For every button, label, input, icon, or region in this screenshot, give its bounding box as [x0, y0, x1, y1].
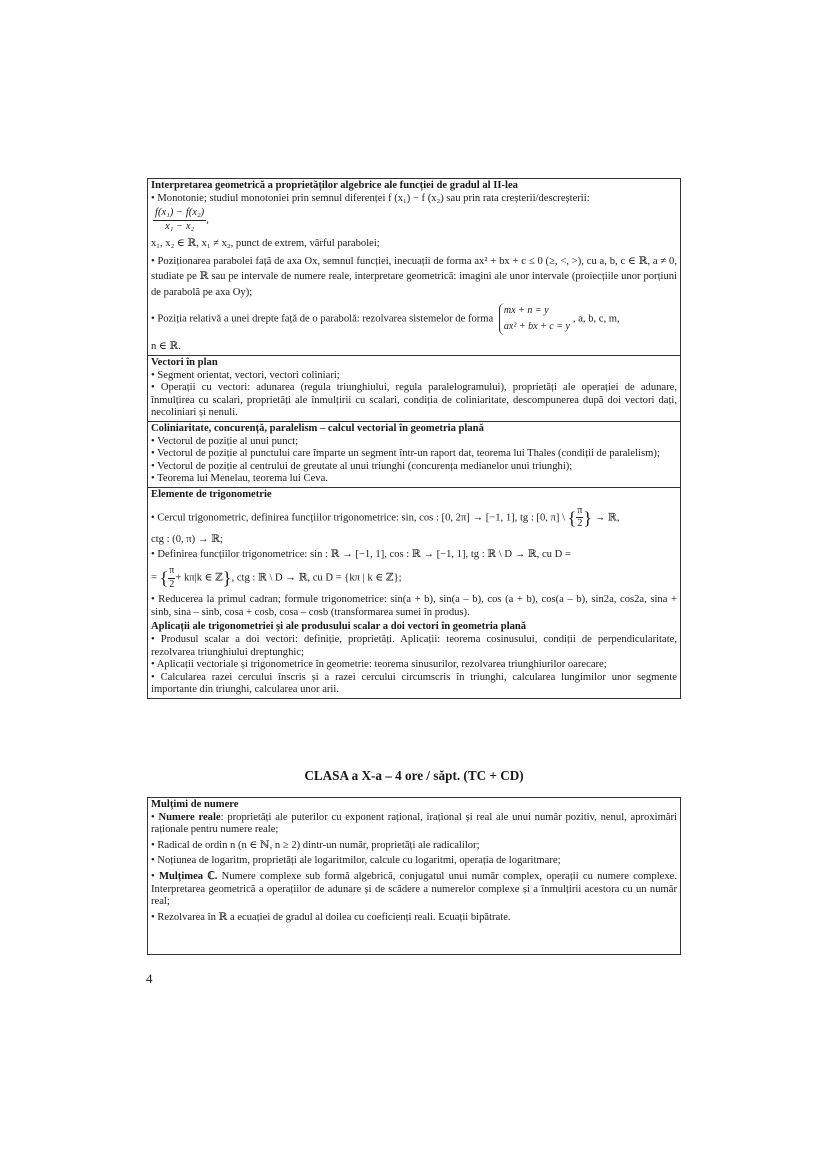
- list-item: • Poziționarea parabolei față de axa Ox, semnul funcției, inecuații de forma ax² + bx + c ≤ 0 (≥, <, >), cu a, b, c ∈ ℝ, a ≠ 0, studiate pe ℝ sau pe intervale de numere reale, interpretare geometrică: imagini ale unor intervale (proiecțiile unor porțiuni de parabolă pe axa Oy);: [151, 255, 677, 298]
- list-item-text: → ℝ,: [594, 512, 620, 524]
- list-item: [151, 855, 677, 868]
- section-number-sets: [148, 798, 680, 925]
- section-trig-applications: [148, 620, 680, 698]
- class-heading: CLASA a X-a – 4 ore / săpt. (TC + CD): [304, 768, 524, 783]
- section-vectors: [148, 355, 680, 421]
- section-quadratic-function: [148, 179, 680, 355]
- list-item: • Cercul trigonometric, definirea funcțiilor trigonometrice: sin, cos : [0, 2π] → [−1, 1], tg : [0, π] \ { $\frac{\pi}{2}$ } → ℝ,: [151, 504, 620, 530]
- list-item-text: Numere complexe sub formă algebrică, conjugatul unui număr complex, operații cu numere complexe. Interpretarea geometrică a operațiilor de adunare și de scădere a numerelor complexe și a înmulțirii acestora cu un număr real;: [151, 870, 677, 908]
- section-title: Coliniaritate, concurență, paralelism – calcul vectorial în geometria plană: [151, 423, 484, 435]
- list-item: • Calcularea razei cercului înscris și a razei cercului circumscris în triunghi, calcularea lungimilor unor segmente importante din triunghi, calcularea unor arii.: [151, 671, 677, 696]
- list-item: • Reducerea la primul cadran; formule trigonometrice: sin(a + b), sin(a – b), cos (a + b), cos(a – b), sin2a, cos2a, sina + sinb, sina – sinb, cosa + cosb, cosa – cosb (transformarea sumei în produs).: [151, 594, 677, 618]
- curriculum-table-grade-10: [147, 797, 681, 955]
- section-title: Elemente de trigonometrie: [151, 489, 272, 500]
- list-item: • Definirea funcțiilor trigonometrice: sin : ℝ → [−1, 1], cos : ℝ → [−1, 1], tg : ℝ \ D → ℝ, cu D =: [151, 549, 571, 561]
- bullet: •: [151, 855, 158, 867]
- equation: mx + n = y: [503, 305, 549, 317]
- pi-numerator: π: [576, 505, 583, 519]
- list-item: [151, 912, 677, 925]
- list-item: • Monotonie; studiul monotoniei prin semnul diferenței f (x₁) − f (x₂) sau prin rata creșterii/descreșterii:: [151, 192, 590, 204]
- list-item: = { $\frac{\pi}{2}$ + kπ|k ∈ ℤ}, ctg : ℝ \ D → ℝ, cu D = {kπ | k ∈ ℤ};: [151, 564, 402, 590]
- list-item: n ∈ ℝ.: [151, 341, 181, 353]
- list-item-text: Rezolvarea în ℝ a ecuației de gradul al doilea cu coeficienți reali. Ecuații bipătrate.: [157, 911, 511, 923]
- section-title: Mulțimi de numere: [151, 799, 239, 810]
- section-title: Aplicații ale trigonometriei și ale produsului scalar a doi vectori în geometria plană: [151, 621, 527, 633]
- bullet: •: [151, 911, 158, 923]
- list-item-text: : proprietăți ale puterilor cu exponent rațional, irațional și real ale unui număr pozitiv, nenul, aproximări raționale pentru numere reale;: [151, 811, 678, 836]
- list-item: [151, 871, 677, 909]
- list-item: • Teorema lui Menelau, teorema lui Ceva.: [151, 473, 328, 485]
- section-title: Vectori în plan: [151, 357, 218, 369]
- fraction-denominator: x₁ − x₂: [165, 220, 195, 232]
- fraction: [153, 207, 206, 233]
- rate-fraction: $\frac{\text{f(x₁) − f(x₂)}}{\text{x₁ − x₂}}$ ,: [155, 207, 209, 232]
- list-item-text: =: [151, 572, 160, 584]
- item-bold-label: Mulțimea ℂ.: [158, 870, 218, 882]
- item-bold-label: Numere reale: [158, 811, 221, 823]
- list-item: • Vectorul de poziție al unui punct;: [151, 435, 299, 447]
- section-collinearity: [148, 421, 680, 487]
- list-item: • Aplicații vectoriale și trigonometrice în geometrie: teorema sinusurilor, rezolvarea triunghiurilor oarecare;: [151, 659, 607, 671]
- list-item-system: [151, 303, 677, 335]
- section-trigonometry: [148, 487, 680, 620]
- list-item-text: , a, b, c, m,: [572, 313, 620, 325]
- pi-denominator: 2: [577, 518, 583, 530]
- equation-system: [499, 303, 570, 335]
- list-item: • Segment orientat, vectori, vectori coliniari;: [151, 369, 340, 381]
- bullet: •: [151, 870, 159, 882]
- bullet: •: [151, 839, 158, 851]
- list-item: [151, 840, 677, 853]
- list-item-text: • Cercul trigonometric, definirea funcțiilor trigonometrice: sin, cos : [0, 2π] → [−1, 1], tg : [0, π] \: [151, 512, 566, 524]
- pi-denominator: 2: [169, 578, 175, 590]
- list-item: ctg : (0, π) → ℝ;: [151, 533, 223, 545]
- pi-numerator: π: [168, 565, 175, 579]
- list-item-text: Radical de ordin n (n ∈ ℕ, n ≥ 2) dintr-un număr, proprietăți ale radicalilor;: [157, 839, 480, 851]
- bullet: •: [151, 811, 159, 823]
- list-item: x₁, x₂ ∈ ℝ, x₁ ≠ x₂, punct de extrem, vârful parabolei;: [151, 238, 380, 250]
- list-item: • Vectorul de poziție al punctului care împarte un segment într-un raport dat, teorema lui Thales (condiții de paralelism);: [151, 448, 660, 460]
- equation: ax² + bx + c = y: [503, 321, 570, 333]
- list-item: [151, 812, 677, 837]
- list-item-text: + kπ|k ∈ ℤ: [175, 572, 223, 584]
- list-item: • Vectorul de poziție al centrului de greutate al unui triunghi (concurența medianelor unui triunghi);: [151, 460, 573, 472]
- curriculum-table-grade-9: [147, 178, 681, 699]
- section-title: Interpretarea geometrică a proprietăților algebrice ale funcției de gradul al II-lea: [151, 180, 518, 191]
- list-item: • Operații cu vectori: adunarea (regula triunghiului, regula paralelogramului), proprietăți ale operației de adunare, înmulțirea cu scalari, proprietăți ale înmulțirii cu scalari, condiția de coliniaritate, descompunerea după doi vectori dați, necoliniari și nenuli.: [151, 382, 677, 419]
- fraction-numerator: f(x₁) − f(x₂): [153, 207, 206, 221]
- list-item-text: , ctg : ℝ \ D → ℝ, cu D = {kπ | k ∈ ℤ};: [231, 572, 402, 584]
- list-item-text: • Poziția relativă a unei drepte față de o parabolă: rezolvarea sistemelor de forma: [151, 313, 494, 325]
- page-number: 4: [146, 971, 153, 986]
- list-item-text: Noțiunea de logaritm, proprietăți ale logaritmilor, calcule cu logaritmi, operația de logaritmare;: [157, 855, 561, 867]
- list-item: • Produsul scalar a doi vectori: definiție, proprietăți. Aplicații: teorema cosinusului, condiții de perpendicularitate, rezolvarea triunghiului dreptunghic;: [151, 633, 677, 658]
